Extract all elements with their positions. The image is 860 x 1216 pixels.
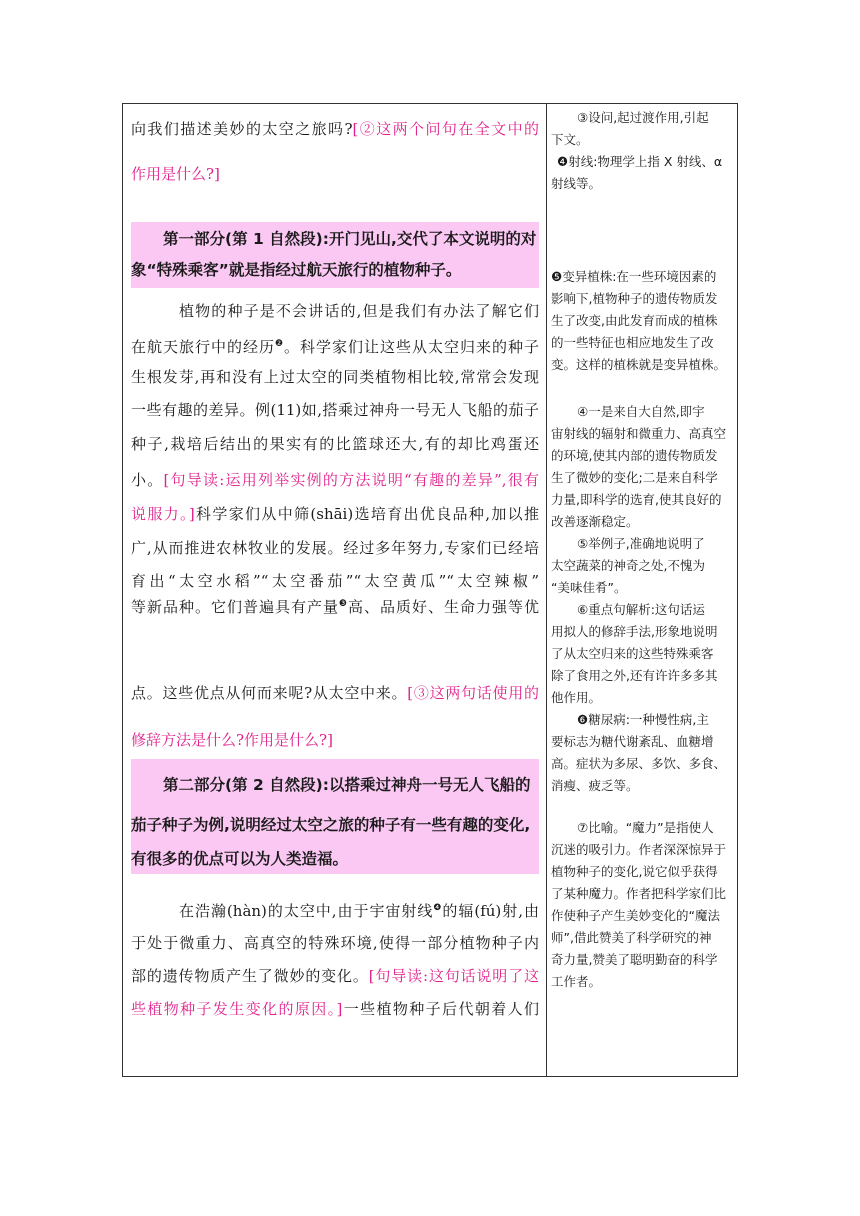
footnote-marker: ❹: [433, 903, 443, 913]
text-line: [131, 730, 539, 750]
text-line: 小。[句导读:运用列举实例的方法说明“有趣的差异”,很有: [131, 471, 539, 489]
annotated-text-table: [122, 103, 738, 1077]
note-ray: ❹射线:物理学上指 X 射线、α 射线等。: [551, 154, 723, 191]
footnote-marker: ❸: [338, 599, 349, 609]
text-line: 在航天旅行中的经历$^❷$。科学家们让这些从太空归来的种子: [131, 338, 539, 356]
guide-text: 些植物种子发生变化的原因。]: [131, 1000, 343, 1018]
guide-text: [句导读:这句话说明了这: [368, 967, 539, 985]
part2-summary-line2: 茄子种子为例,说明经过太空之旅的种子有一些有趣的变化,: [131, 816, 531, 834]
question-text: 作用是什么?]: [131, 165, 220, 183]
note-5: ⑤举例子,准确地说明了 太空蔬菜的神奇之处,不愧为 “美味佳肴”。: [551, 536, 705, 595]
part1-summary-line1: 第一部分(第 1 自然段):开门见山,交代了本文说明的对: [163, 230, 537, 248]
text-line: [131, 164, 539, 184]
guide-text: 说服力。]: [131, 505, 195, 523]
note-mutant-plant: ❺变异植株:在一些环境因素的 影响下,植物种子的遗传物质发 生了改变,由此发育而成的植株 的一些特征也相应地发生了改 变。这样的植株就是变异植株。: [551, 269, 727, 372]
text-line: 育出“太空水稻”“太空番茄”“太空黄瓜”“太空辣椒”: [131, 572, 539, 590]
part2-summary-line1: 第二部分(第 2 自然段):以搭乘过神舟一号无人飞船的: [163, 776, 531, 794]
note-4: ④一是来自大自然,即宇 宙射线的辐射和微重力、高真空 的环境,使其内部的遗传物质发 生了微妙的变化;二是来自科学 力量,即科学的选育,使其良好的 改善逐渐稳定。: [551, 404, 727, 529]
part1-summary-line2: 象“特殊乘客”就是指经过航天旅行的植物种子。: [131, 261, 462, 279]
text-line: 向我们描述美妙的太空之旅吗?[②这两个问句在全文中的: [131, 120, 539, 138]
text-line: 种子,栽培后结出的果实有的比篮球还大,有的却比鸡蛋还: [131, 435, 539, 453]
text-line: 植物的种子是不会讲话的,但是我们有办法了解它们: [179, 302, 539, 320]
text-line: 于处于微重力、高真空的特殊环境,使得一部分植物种子内: [131, 934, 539, 952]
text-line: 点。这些优点从何而来呢?从太空中来。[③这两句话使用的: [131, 684, 539, 702]
column-divider: [546, 104, 547, 1076]
text-line: 说服力。]科学家们从中筛(shāi)选培育出优良品种,加以推: [131, 505, 539, 523]
question-text: 修辞方法是什么?作用是什么?]: [131, 731, 333, 749]
part2-summary-band: [131, 759, 539, 874]
note-3: ③设问,起过渡作用,引起 下文。: [551, 110, 709, 147]
text-line: 广,从而推进农林牧业的发展。经过多年努力,专家们已经培: [131, 539, 539, 557]
guide-text: [句导读:运用列举实例的方法说明“有趣的差异”,很有: [163, 471, 539, 489]
text-line: 等新品种。它们普遍具有产量$^❸$高、品质好、生命力强等优: [131, 598, 539, 616]
footnote-marker: ❷: [274, 339, 285, 349]
note-7: ⑦比喻。“魔力”是指使人 沉迷的吸引力。作者深深惊异于 植物种子的变化,说它似乎获得 了某种魔力。作者把科学家们比 作使种子产生美妙变化的“魔法 师”,借此赞美了科学研究的神 奇力量,赞美了聪明勤奋的科学 工作者。: [551, 820, 727, 989]
text-line: 部的遗传物质产生了微妙的变化。[句导读:这句话说明了这: [131, 967, 539, 985]
part2-summary-line3: 有很多的优点可以为人类造福。: [131, 850, 349, 868]
note-6: ⑥重点句解析:这句话运 用拟人的修辞手法,形象地说明 了从太空归来的这些特殊乘客 除了食用之外,还有许许多多其 他作用。: [551, 602, 718, 705]
question-text: [③这两句话使用的: [407, 684, 539, 702]
part1-summary-band: [131, 222, 539, 288]
text-line: 些植物种子发生变化的原因。]一些植物种子后代朝着人们: [131, 1000, 539, 1018]
text-line: 一些有趣的差异。例(11)如,搭乘过神舟一号无人飞船的茄子: [131, 401, 539, 419]
question-text: [②这两个问句在全文中的: [352, 120, 539, 138]
text-line: 在浩瀚(hàn)的太空中,由于宇宙射线$^❹$的辐(fú)射,由: [179, 902, 539, 920]
note-diabetes: ❻糖尿病:一种慢性病,主 要标志为糖代谢紊乱、血糖增 高。症状为多尿、多饮、多食、 消瘦、疲乏等。: [551, 712, 727, 793]
text-line: 生根发芽,再和没有上过太空的同类植物相比较,常常会发现: [131, 368, 539, 386]
